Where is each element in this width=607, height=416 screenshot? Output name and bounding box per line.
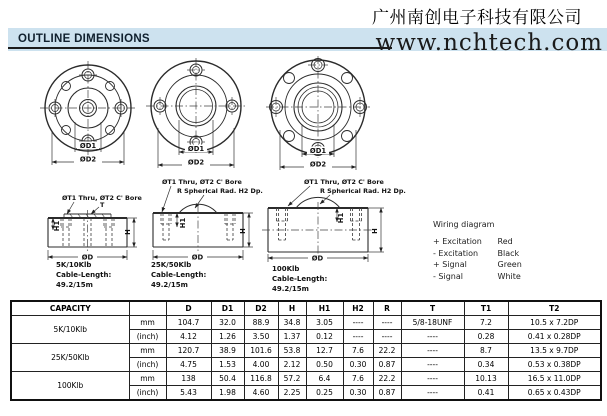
cell: ---- bbox=[401, 358, 464, 372]
cell: 0.30 bbox=[343, 386, 373, 401]
cell: 16.5 x 11.0DP bbox=[508, 372, 601, 386]
dim-label-d2: ØD2 bbox=[79, 155, 97, 164]
dim-label-h1: H1 bbox=[337, 212, 345, 224]
view-caption-cable: Cable-Length: bbox=[272, 275, 328, 283]
table-row-25k-mm bbox=[11, 344, 601, 358]
cell: 116.8 bbox=[244, 372, 278, 386]
cell: 2.12 bbox=[278, 358, 306, 372]
side-view-5k bbox=[48, 194, 142, 289]
header-capacity: CAPACITY bbox=[11, 301, 129, 316]
wiring-color: Black bbox=[497, 248, 520, 258]
wiring-label: + Excitation bbox=[433, 237, 482, 246]
cell: 8.7 bbox=[464, 344, 508, 358]
front-view-5k bbox=[40, 61, 136, 165]
dim-label-d2: ØD2 bbox=[309, 160, 327, 169]
cell: 0.25 bbox=[306, 386, 343, 401]
cell: 0.41 bbox=[464, 386, 508, 401]
cell: 0.28 bbox=[464, 330, 508, 344]
cell: 0.87 bbox=[373, 386, 401, 401]
cell: 7.2 bbox=[464, 316, 508, 330]
header-h2: H2 bbox=[343, 301, 373, 316]
cell: 4.12 bbox=[166, 330, 211, 344]
wiring-color: Green bbox=[497, 260, 522, 269]
dimensions-table bbox=[10, 300, 602, 401]
cell: ---- bbox=[373, 330, 401, 344]
table-row-5k-mm bbox=[11, 316, 601, 330]
cell: 1.98 bbox=[211, 386, 244, 401]
cell: 6.4 bbox=[306, 372, 343, 386]
header-t2: T2 bbox=[508, 301, 601, 316]
cell: 53.8 bbox=[278, 344, 306, 358]
cell: 1.37 bbox=[278, 330, 306, 344]
view-caption-name: 25K/50Klb bbox=[151, 261, 192, 269]
cell: 0.30 bbox=[343, 358, 373, 372]
cell: 120.7 bbox=[166, 344, 211, 358]
wiring-label: + Signal bbox=[433, 260, 467, 269]
dim-label-d1: ØD1 bbox=[187, 145, 205, 153]
cell: 0.50 bbox=[306, 358, 343, 372]
wiring-color: Red bbox=[497, 237, 513, 246]
hidden-bolt-holes bbox=[262, 202, 374, 256]
cell: 0.34 bbox=[464, 358, 508, 372]
dim-label-h: H bbox=[239, 228, 247, 234]
callout-spherical: R Spherical Rad. H2 Dp. bbox=[320, 187, 406, 195]
cell-unit: mm bbox=[129, 372, 166, 386]
header-t: T bbox=[401, 301, 464, 316]
cell: 4.00 bbox=[244, 358, 278, 372]
cell: 138 bbox=[166, 372, 211, 386]
header-h1: H1 bbox=[306, 301, 343, 316]
cell: 3.05 bbox=[306, 316, 343, 330]
cell-capacity: 25K/50Klb bbox=[11, 344, 129, 372]
wiring-color: White bbox=[497, 271, 521, 281]
cell: 5/8-18UNF bbox=[401, 316, 464, 330]
cell: ---- bbox=[401, 344, 464, 358]
dim-label-h1: H1 bbox=[53, 220, 61, 232]
cell: 0.12 bbox=[306, 330, 343, 344]
cell-unit: (inch) bbox=[129, 330, 166, 344]
cell: 101.6 bbox=[244, 344, 278, 358]
cell: ---- bbox=[343, 316, 373, 330]
cell: 22.2 bbox=[373, 344, 401, 358]
view-caption-length: 49.2/15m bbox=[272, 285, 309, 293]
wiring-row bbox=[433, 271, 522, 283]
dim-label-h1: H1 bbox=[179, 217, 187, 229]
dim-label-h: H bbox=[124, 229, 132, 235]
dim-label-od: ØD bbox=[311, 254, 324, 263]
front-view-25k bbox=[146, 58, 246, 168]
front-view-100k bbox=[266, 56, 370, 170]
callout-t: T bbox=[100, 201, 105, 209]
wiring-row bbox=[433, 248, 522, 260]
cell-unit: (inch) bbox=[129, 358, 166, 372]
cell: 0.53 x 0.38DP bbox=[508, 358, 601, 372]
side-view-100k bbox=[262, 178, 406, 293]
wiring-row bbox=[433, 259, 522, 271]
cell: 88.9 bbox=[244, 316, 278, 330]
page-title: OUTLINE DIMENSIONS bbox=[18, 33, 150, 45]
dim-label-od: ØD bbox=[81, 253, 94, 262]
cell: 4.75 bbox=[166, 358, 211, 372]
cell-unit: mm bbox=[129, 316, 166, 330]
cell: 4.60 bbox=[244, 386, 278, 401]
cell: 57.2 bbox=[278, 372, 306, 386]
callout-thru-bore: ØT1 Thru, ØT2 C' Bore bbox=[162, 178, 242, 186]
callout-thru-bore: ØT1 Thru, ØT2 C' Bore bbox=[62, 194, 142, 202]
view-caption-cable: Cable-Length: bbox=[56, 271, 112, 279]
header-t1: T1 bbox=[464, 301, 508, 316]
header-r: R bbox=[373, 301, 401, 316]
header-d2: D2 bbox=[244, 301, 278, 316]
dim-label-h: H bbox=[371, 228, 379, 234]
header-unit bbox=[129, 301, 166, 316]
view-caption-name: 100Klb bbox=[272, 265, 300, 273]
section-header-rule bbox=[8, 47, 392, 49]
cell: 3.50 bbox=[244, 330, 278, 344]
dim-label-d1: ØD1 bbox=[309, 147, 327, 155]
dim-label-d1: ØD1 bbox=[79, 142, 97, 150]
cell: 32.0 bbox=[211, 316, 244, 330]
wiring-row bbox=[433, 236, 522, 248]
cell-unit: mm bbox=[129, 344, 166, 358]
cell: 10.13 bbox=[464, 372, 508, 386]
dim-label-d2: ØD2 bbox=[187, 158, 205, 167]
side-view-25k bbox=[151, 178, 263, 289]
wiring-label: - Excitation bbox=[433, 248, 479, 258]
cell: 34.8 bbox=[278, 316, 306, 330]
cell: 0.65 x 0.43DP bbox=[508, 386, 601, 401]
callout-spherical: R Spherical Rad. H2 Dp. bbox=[177, 187, 263, 195]
cell: 22.2 bbox=[373, 372, 401, 386]
cell: 104.7 bbox=[166, 316, 211, 330]
cell: ---- bbox=[373, 316, 401, 330]
cell: ---- bbox=[401, 330, 464, 344]
cell: 1.26 bbox=[211, 330, 244, 344]
wiring-diagram bbox=[433, 220, 522, 282]
cell: 5.43 bbox=[166, 386, 211, 401]
cell-capacity: 100Klb bbox=[11, 372, 129, 401]
cell: ---- bbox=[343, 330, 373, 344]
header-h: H bbox=[278, 301, 306, 316]
cell: 1.53 bbox=[211, 358, 244, 372]
wiring-label: - Signal bbox=[433, 271, 464, 281]
cell: ---- bbox=[401, 372, 464, 386]
hidden-bolt-holes bbox=[61, 210, 114, 252]
cell: 12.7 bbox=[306, 344, 343, 358]
cell: 13.5 x 9.7DP bbox=[508, 344, 601, 358]
header-d: D bbox=[166, 301, 211, 316]
cell: 7.6 bbox=[343, 344, 373, 358]
table-header-row bbox=[11, 301, 601, 316]
callout-thru-bore: ØT1 Thru, ØT2 C' Bore bbox=[304, 178, 384, 186]
cell: 10.5 x 7.2DP bbox=[508, 316, 601, 330]
view-caption-length: 49.2/15m bbox=[151, 281, 188, 289]
cell: 50.4 bbox=[211, 372, 244, 386]
cell: 7.6 bbox=[343, 372, 373, 386]
view-caption-length: 49.2/15m bbox=[56, 281, 93, 289]
dim-label-od: ØD bbox=[191, 253, 204, 262]
wiring-title: Wiring diagram bbox=[433, 220, 495, 229]
cell: ---- bbox=[401, 386, 464, 401]
cell: 38.9 bbox=[211, 344, 244, 358]
table-row-100k-mm bbox=[11, 372, 601, 386]
company-name: 广州南创电子科技有限公司 bbox=[372, 8, 582, 27]
cell: 2.25 bbox=[278, 386, 306, 401]
view-caption-cable: Cable-Length: bbox=[151, 271, 207, 279]
website-text: www.nchtech.com bbox=[375, 30, 603, 56]
view-caption-name: 5K/10Klb bbox=[56, 261, 92, 269]
cell: 0.87 bbox=[373, 358, 401, 372]
header-d1: D1 bbox=[211, 301, 244, 316]
cell-capacity: 5K/10Klb bbox=[11, 316, 129, 344]
cell: 0.41 x 0.28DP bbox=[508, 330, 601, 344]
cell-unit: (inch) bbox=[129, 386, 166, 401]
